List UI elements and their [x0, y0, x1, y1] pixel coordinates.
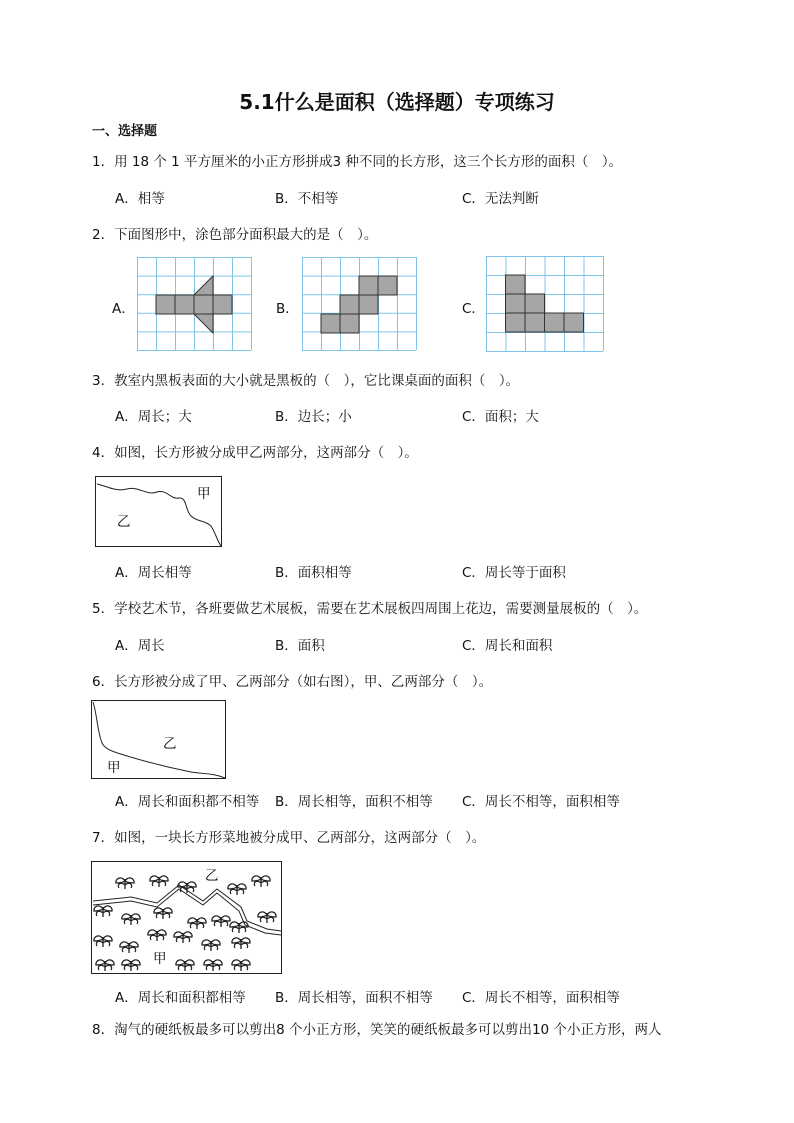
plant-icon	[148, 930, 166, 941]
plant-icon	[232, 938, 250, 949]
plant-icon	[230, 922, 248, 933]
q2-figure-a	[137, 257, 251, 351]
question-5: 5．学校艺术节，各班要做艺术展板，需要在艺术展板四周围上花边，需要测量展板的（ ）。	[92, 601, 648, 617]
q6-label-jia: 甲	[107, 760, 121, 776]
plant-icon	[122, 960, 140, 971]
q3-option-c[interactable]: C．面积；大	[462, 409, 539, 425]
plant-icon	[188, 918, 206, 929]
q2-figure-c	[486, 256, 604, 352]
q4-figure	[95, 476, 223, 548]
plant-icon	[122, 914, 140, 925]
plant-icon	[204, 960, 222, 971]
q7-label-jia: 甲	[153, 951, 167, 967]
question-8: 8．淘气的硬纸板最多可以剪出8 个小正方形，笑笑的硬纸板最多可以剪出10 个小正方形，两人	[92, 1022, 662, 1038]
q6-label-yi: 乙	[163, 736, 177, 752]
plant-icon	[228, 884, 246, 895]
page-title: 5.1什么是面积（选择题）专项练习	[239, 90, 555, 114]
plant-icon	[174, 932, 192, 943]
q4-option-a[interactable]: A．周长相等	[115, 565, 192, 581]
q5-option-a[interactable]: A．周长	[115, 638, 165, 654]
q1-option-a[interactable]: A．相等	[115, 191, 165, 207]
plant-icon	[212, 916, 230, 927]
q2-option-b[interactable]: B．	[276, 301, 299, 317]
plant-icon	[96, 960, 114, 971]
q3-option-b[interactable]: B．边长；小	[275, 409, 352, 425]
q1-option-c[interactable]: C．无法判断	[462, 191, 539, 207]
plant-icon	[116, 878, 134, 889]
q7-label-yi: 乙	[205, 868, 219, 884]
plant-icon	[258, 912, 276, 923]
question-3: 3．教室内黑板表面的大小就是黑板的（ ），它比课桌面的面积（ ）。	[92, 373, 520, 389]
q6-option-c[interactable]: C．周长不相等，面积相等	[462, 794, 620, 810]
q7-option-a[interactable]: A．周长和面积都相等	[115, 990, 246, 1006]
q4-option-c[interactable]: C．周长等于面积	[462, 565, 566, 581]
question-6: 6．长方形被分成了甲、乙两部分（如右图），甲、乙两部分（ ）。	[92, 674, 493, 690]
q2-option-c[interactable]: C．	[462, 301, 485, 317]
plant-icon	[120, 942, 138, 953]
q2-option-a[interactable]: A．	[112, 301, 135, 317]
question-1: 1．用 18 个 1 平方厘米的小正方形拼成3 种不同的长方形，这三个长方形的面积（ ）。	[92, 154, 623, 170]
plant-icon	[154, 908, 172, 919]
q6-option-a[interactable]: A．周长和面积都不相等	[115, 794, 260, 810]
plant-icon	[252, 876, 270, 887]
q7-figure	[91, 861, 283, 975]
plant-icon	[150, 876, 168, 887]
plant-icon	[232, 960, 250, 971]
q5-option-b[interactable]: B．面积	[275, 638, 325, 654]
q2-figure-b	[302, 257, 416, 351]
q4-label-jia: 甲	[197, 486, 211, 502]
q1-option-b[interactable]: B．不相等	[275, 191, 339, 207]
q6-option-b[interactable]: B．周长相等，面积不相等	[275, 794, 433, 810]
q4-option-b[interactable]: B．面积相等	[275, 565, 352, 581]
question-4: 4．如图，长方形被分成甲乙两部分，这两部分（ ）。	[92, 445, 418, 461]
q3-option-a[interactable]: A．周长；大	[115, 409, 192, 425]
plant-icon	[178, 882, 196, 893]
question-7: 7．如图，一块长方形菜地被分成甲、乙两部分，这两部分（ ）。	[92, 830, 486, 846]
q5-option-c[interactable]: C．周长和面积	[462, 638, 553, 654]
plant-icon	[202, 940, 220, 951]
plant-icon	[94, 906, 112, 917]
plant-icon	[176, 960, 194, 971]
q4-label-yi: 乙	[117, 514, 131, 530]
q6-figure	[91, 700, 227, 780]
question-2: 2．下面图形中，涂色部分面积最大的是（ ）。	[92, 227, 378, 243]
plant-icon	[94, 936, 112, 947]
q7-option-c[interactable]: C．周长不相等，面积相等	[462, 990, 620, 1006]
section-heading: 一、选择题	[92, 124, 158, 139]
q7-option-b[interactable]: B．周长相等，面积不相等	[275, 990, 433, 1006]
